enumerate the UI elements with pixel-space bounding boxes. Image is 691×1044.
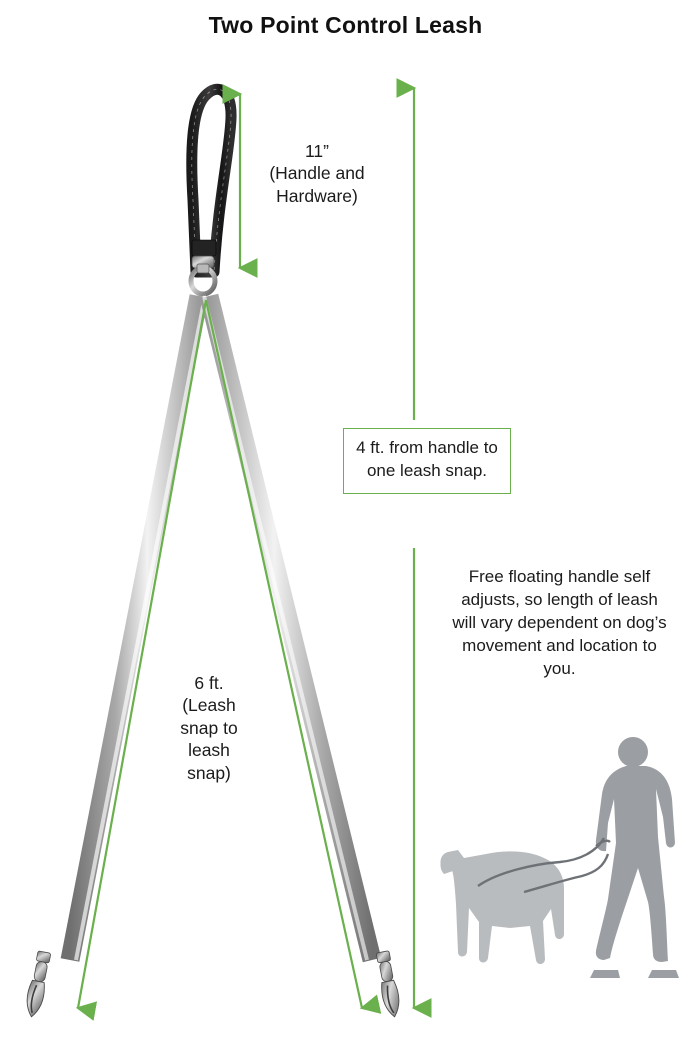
handle-measurement-label xyxy=(243,140,391,207)
walking-person-silhouette-icon xyxy=(590,737,679,978)
left-leash-strap xyxy=(70,296,205,960)
leash-measure-line1: 6 ft. xyxy=(194,673,224,693)
page-title: Two Point Control Leash xyxy=(208,12,483,38)
leash-length-label xyxy=(150,672,268,784)
leash-handle-loop-icon xyxy=(192,89,231,272)
handle-measure-line3: Hardware) xyxy=(276,185,358,206)
free-floating-handle-note: Free floating handle self adjusts, so length of leash will vary dependent on dog’s movement and location to you. xyxy=(452,567,667,678)
four-ft-callout-box: 4 ft. from handle to one leash snap. xyxy=(343,428,511,494)
dog-silhouette-icon xyxy=(441,850,564,964)
handle-measure-line1: 11” xyxy=(305,141,329,161)
right-swivel-snap-clip-icon xyxy=(374,950,402,1018)
leash-measure-line2: (Leash xyxy=(182,695,236,716)
leash-measure-line3: snap to xyxy=(180,717,238,738)
leash-measure-line5: snap) xyxy=(187,762,231,783)
right-leash-strap xyxy=(204,296,372,960)
leash-measure-line4: leash xyxy=(188,740,230,761)
left-swivel-snap-clip-icon xyxy=(24,950,52,1018)
handle-measure-line2: (Handle and xyxy=(269,163,365,184)
